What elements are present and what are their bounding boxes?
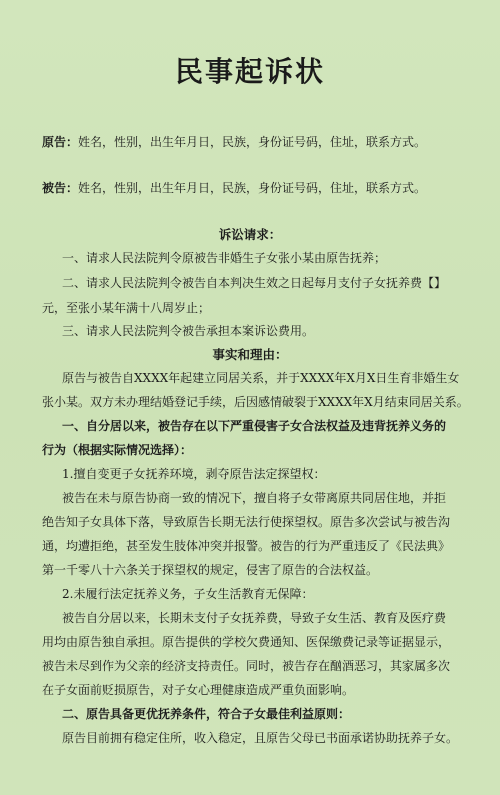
claims-heading: 诉讼请求： xyxy=(218,227,282,242)
body-line: 被告未尽到作为父亲的经济支持责任。同时，被告存在酗酒恶习，其家属多次 xyxy=(42,659,451,673)
claim-item: 元，至张小某年满十八周岁止； xyxy=(42,301,211,315)
body-line: 第一千零八十六条关于探望权的规定，侵害了原告的合法权益。 xyxy=(42,563,379,577)
body-line: 通，均遭拒绝，甚至发生肢体冲突并报警。被告的行为严重违反了《民法典》 xyxy=(42,539,451,553)
body-line: 原告目前拥有稳定住所，收入稳定，且原告父母已书面承诺协助抚养子女。 xyxy=(62,731,459,745)
body-line: 用均由原告独自承担。原告提供的学校欠费通知、医保缴费记录等证据显示， xyxy=(42,635,451,649)
defendant-line xyxy=(42,179,472,197)
defendant-text: 姓名，性别，出生年月日，民族，身份证号码，住址，联系方式。 xyxy=(78,181,427,195)
document-title: 民事起诉状 xyxy=(174,55,325,88)
claim-item: 一、请求人民法院判令原被告非婚生子女张小某由原告抚养； xyxy=(62,251,387,265)
facts-heading: 事实和理由： xyxy=(212,347,288,362)
defendant-label: 被告： xyxy=(42,181,79,195)
section-two-heading: 二、原告具备更优抚养条件，符合子女最佳利益原则： xyxy=(62,707,351,721)
subsection-heading: 1.擅自变更子女抚养环境，剥夺原告法定探望权： xyxy=(62,467,326,481)
claim-item: 二、请求人民法院判令被告自本判决生效之日起每月支付子女抚养费【】 xyxy=(62,276,447,290)
facts-paragraph: 原告与被告自XXXX年起建立同居关系，并于XXXX年X月X日生育非婚生女 xyxy=(62,371,460,385)
section-one-heading: 一、自分居以来，被告存在以下严重侵害子女合法权益及违背抚养义务的 xyxy=(62,419,447,433)
plaintiff-label: 原告： xyxy=(42,135,79,149)
subsection-heading: 2.未履行法定抚养义务，子女生活教育无保障： xyxy=(62,587,314,601)
body-line: 绝告知子女具体下落，导致原告长期无法行使探望权。原告多次尝试与被告沟 xyxy=(42,515,451,529)
claim-item: 三、请求人民法院判令被告承担本案诉讼费用。 xyxy=(62,324,315,338)
body-line: 在子女面前贬损原告，对子女心理健康造成严重负面影响。 xyxy=(42,683,355,697)
body-line: 被告在未与原告协商一致的情况下，擅自将子女带离原共同居住地，并拒 xyxy=(62,491,447,505)
plaintiff-line xyxy=(42,133,472,151)
body-line: 被告自分居以来，长期未支付子女抚养费，导致子女生活、教育及医疗费 xyxy=(62,611,447,625)
facts-paragraph: 张小某。双方未办理结婚登记手续，后因感情破裂于XXXX年X月结束同居关系。 xyxy=(42,395,469,409)
section-one-heading: 行为（根据实际情况选择）： xyxy=(42,443,193,457)
plaintiff-text: 姓名，性别，出生年月日，民族，身份证号码，住址，联系方式。 xyxy=(78,135,427,149)
